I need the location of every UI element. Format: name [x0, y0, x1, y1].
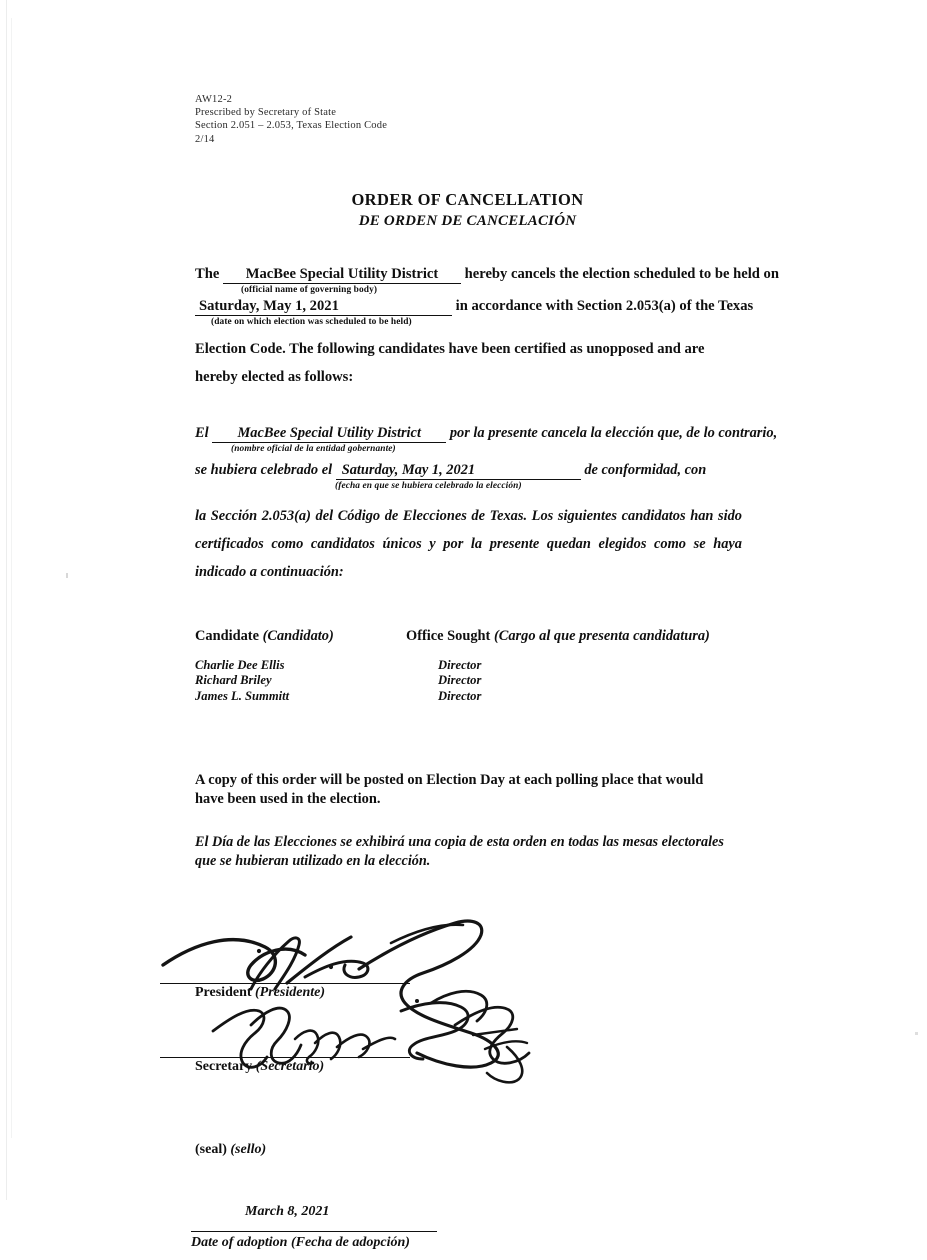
- english-line-governing-body: [195, 265, 779, 284]
- adoption-date-label: [191, 1235, 410, 1251]
- adoption-date-line: [191, 1231, 437, 1232]
- election-date-field-spanish[interactable]: Saturday, May 1, 2021: [336, 462, 581, 480]
- candidates-table-header: [195, 628, 740, 650]
- candidate-office: Director: [438, 689, 482, 703]
- adoption-label-es: (Fecha de adopción): [290, 1234, 410, 1250]
- document-title-block: [195, 190, 740, 230]
- seal-label-en: (seal): [195, 1141, 227, 1157]
- spanish-lead-date: se hubiera celebrado el: [195, 461, 333, 478]
- column-header-office-en: Office Sought: [406, 627, 491, 644]
- candidate-office: Director: [438, 657, 482, 672]
- governing-body-field[interactable]: MacBee Special Utility District: [223, 266, 461, 284]
- president-label-es: (Presidente): [255, 984, 325, 1000]
- adoption-label-en: Date of adoption: [191, 1234, 288, 1250]
- signature-block: [195, 915, 740, 1090]
- candidate-name: Richard Briley: [195, 673, 272, 688]
- secretary-label: [195, 1059, 324, 1075]
- secretary-label-es: (Secretario): [255, 1058, 325, 1074]
- prescribed-by: Prescribed by Secretary of State: [195, 107, 337, 119]
- scan-edge-artifact-secondary: [11, 18, 12, 1138]
- english-body-block: [195, 265, 779, 391]
- column-header-candidate: [195, 628, 334, 645]
- column-header-candidate-en: Candidate: [195, 627, 259, 644]
- page-title: ORDER OF CANCELLATION: [351, 189, 584, 209]
- spanish-after-body: por la presente cancela la elección que, de lo contrario,: [449, 424, 778, 441]
- scan-edge-artifact: [6, 0, 7, 1200]
- caption-election-date-spanish: (fecha en que se hubiera celebrado la elección): [335, 480, 522, 491]
- seal-placeholder: [195, 1142, 740, 1158]
- form-revision: 2/14: [195, 133, 215, 145]
- table-row: [195, 673, 740, 689]
- document-content: [191, 93, 779, 1260]
- adoption-date-block: [191, 1203, 740, 1260]
- table-row: [195, 689, 740, 705]
- election-date-field[interactable]: Saturday, May 1, 2021: [195, 298, 452, 316]
- candidate-name: James L. Summitt: [195, 689, 290, 703]
- english-line-election-date: [195, 297, 754, 316]
- candidates-table: [195, 628, 740, 705]
- president-label-en: President: [195, 984, 252, 1000]
- candidate-name: Charlie Dee Ellis: [195, 657, 285, 672]
- adoption-date-value[interactable]: March 8, 2021: [245, 1203, 330, 1219]
- candidate-office: Director: [438, 673, 482, 688]
- english-after-date: in accordance with Section 2.053(a) of the Texas: [455, 297, 754, 314]
- caption-governing-body-spanish: (nombre oficial de la entidad gobernante): [231, 443, 396, 454]
- english-lead-the: The: [195, 265, 220, 282]
- seal-label-es: (sello): [230, 1141, 267, 1157]
- secretary-label-en: Secretary: [195, 1058, 253, 1074]
- spanish-after-date: de conformidad, con: [584, 461, 707, 478]
- president-label: [195, 985, 325, 1001]
- posting-notice-english: A copy of this order will be posted on Election Day at each polling place that would have been used in the election.: [195, 771, 704, 807]
- column-header-office: [406, 628, 710, 645]
- spanish-body-block: [195, 424, 778, 586]
- posting-notice-spanish: El Día de las Elecciones se exhibirá una copia de esta orden en todas las mesas electorales que se hubieran utilizado en la elección.: [195, 833, 724, 869]
- english-paragraph: Election Code. The following candidates have been certified as unopposed and are hereby elected as follows:: [195, 340, 705, 385]
- spanish-paragraph: la Sección 2.053(a) del Código de Elecciones de Texas. Los siguientes candidatos han sido certificados como candidatos únicos y por la presente quedan elegidos como se haya indicado a continuación:: [195, 507, 742, 580]
- secretary-signature-line[interactable]: [160, 1057, 410, 1058]
- form-header-block: [195, 93, 740, 146]
- english-after-body: hereby cancels the election scheduled to be held on: [464, 265, 779, 282]
- president-signature-line[interactable]: [160, 983, 410, 984]
- caption-governing-body: (official name of governing body): [241, 284, 378, 295]
- form-number: AW12-2: [195, 94, 233, 105]
- column-header-office-es: (Cargo al que presenta candidatura): [493, 627, 710, 644]
- spanish-lead-el: El: [195, 424, 209, 441]
- governing-body-field-spanish[interactable]: MacBee Special Utility District: [212, 425, 446, 443]
- table-row: [195, 658, 740, 674]
- section-reference: Section 2.051 – 2.053, Texas Election Code: [195, 120, 388, 132]
- spanish-line-election-date: [195, 462, 740, 480]
- column-header-candidate-es: (Candidato): [262, 627, 334, 644]
- scan-speck-artifact-right: [915, 1032, 918, 1035]
- candidates-table-body: [195, 658, 740, 705]
- scan-speck-artifact: [66, 573, 68, 578]
- caption-election-date: (date on which election was scheduled to be held): [211, 316, 412, 327]
- spanish-line-governing-body: [195, 424, 778, 443]
- page-title-spanish: DE ORDEN DE CANCELACIÓN: [358, 212, 577, 229]
